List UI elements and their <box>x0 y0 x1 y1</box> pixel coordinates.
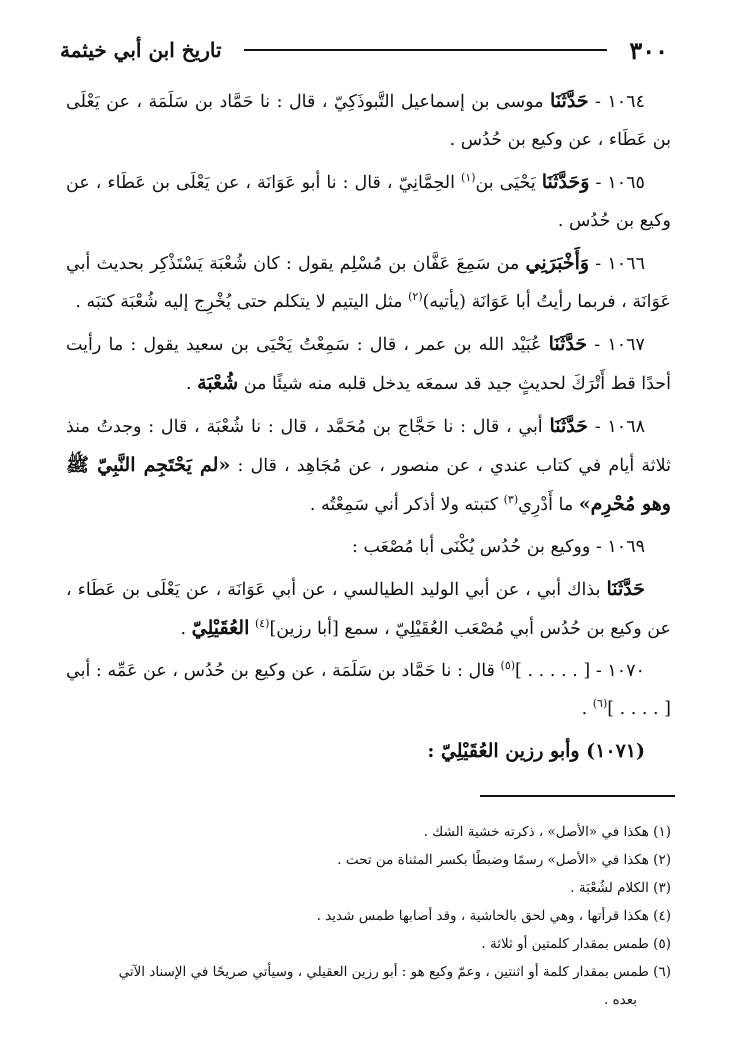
entry-text: كتبته ولا أذكر أني سَمِعْتُه . <box>309 495 499 515</box>
entry-text: أبي ، قال : نا حَجَّاج بن مُحَمَّد ، قال : نا شُعْبَة ، قال : وجدتُ منذ ثلاثة أيام في كتاب عندي ، عن منصور ، عن مُجَاهِد ، قال : <box>66 417 671 476</box>
entry-text: بذاك أبي ، عن أبي الوليد الطيالسي ، عن أبي عَوَانَة ، عن يَعْلَى بن عَطَاء ، عن وكيع بن حُدُس أبي مُصْعَب العُقَيْلِيّ ، سمع [أبا رزين] <box>66 580 671 639</box>
hadith-quote: «لم يَحْتَجِم النَّبِيّ ﷺ وهو مُحْرِم» <box>66 454 671 515</box>
footnote-marker: (٤) <box>254 617 270 631</box>
footnote-6-continued: بعده . <box>603 992 637 1008</box>
entry-text: يَحْيَى بن <box>475 173 536 193</box>
footnote-4: (٤) هكذا قرأتها ، وهي لحق بالحاشية ، وقد أصابها طمس شديد . <box>316 908 671 924</box>
entry-number: ١٠٦٧ - <box>594 335 645 355</box>
footnote-marker: (٢) <box>408 290 423 304</box>
entry-text: موسى بن إسماعيل التَّبوذَكِيّ ، قال : نا حَمَّاد بن سَلَمَة ، عن يَعْلَى بن عَطَاء ، عن وكيع بن حُدُس . <box>66 92 671 150</box>
entry-text: قال : نا حَمَّاد بن سَلَمَة ، عن وكيع بن حُدُس ، عن عَمِّه : أبي [ . . . . ] <box>66 661 671 719</box>
footnote-marker: (٥) <box>500 659 516 673</box>
entry-1066 <box>66 244 671 321</box>
page-header <box>60 30 668 70</box>
entry-text: . <box>185 374 192 394</box>
entry-1067 <box>66 325 671 403</box>
entry-1071-heading <box>66 732 671 770</box>
running-title: تاريخ ابن أبي خيثمة <box>60 38 222 62</box>
footnote-marker: (٣) <box>503 493 519 507</box>
keyword-haddathana: حَدَّثَنَا <box>548 333 588 355</box>
entry-text: ووكيع بن حُدُس يُكْنَى أبا مُصْعَب : <box>352 537 591 557</box>
entry-text: عُبَيْد الله بن عمر ، قال : سَمِعْتُ يَحْيَى بن سعيد يقول : ما رأيت أحدًا قط أَتْرَكَ لحديثٍ جيد قد سمعَه يدخل قلبه منه شيئًا من <box>66 335 671 394</box>
page-number: ٣٠٠ <box>629 35 668 65</box>
section-heading: (١٠٧١) وأبو رزين العُقَيْلِيّ : <box>427 740 645 762</box>
footnote-marker: (١) <box>460 171 476 185</box>
keyword-wahaddathana: وَحَدَّثَنَا <box>541 171 590 193</box>
footnote-6: (٦) طمس بمقدار كلمة أو اثنتين ، وعمّ وكيع هو : أبو رزين العقيلي ، وسيأتي صريحًا في الإسناد الآتي <box>118 964 671 980</box>
entry-text: ما أَدْرِي <box>518 495 574 515</box>
entry-text: . <box>180 619 187 639</box>
header-rule <box>244 49 608 51</box>
entry-1070 <box>66 652 671 728</box>
entry-number: ١٠٦٦ - <box>595 254 645 274</box>
entry-number: ١٠٦٤ - <box>595 92 645 112</box>
keyword-wa-akhbarani: وَأَخْبَرَنِي <box>525 252 590 274</box>
keyword-haddathana: حَدَّثَنَا <box>549 415 588 437</box>
entry-number: ١٠٦٥ - <box>595 173 645 193</box>
keyword-haddathana: حَدَّثَنَا <box>550 90 589 112</box>
footnote-5: (٥) طمس بمقدار كلمتين أو ثلاثة . <box>481 936 671 952</box>
entry-text: مثل اليتيم لا يتكلم حتى يُخْرِج إليه شُعْبَة كتبَه . <box>75 292 403 312</box>
entry-1068 <box>66 407 671 524</box>
footnotes <box>66 818 671 1014</box>
footnote-1: (١) هكذا في «الأصل» ، ذكرته خشية الشك . <box>423 824 671 840</box>
entry-1069-isnad <box>66 570 671 648</box>
main-text <box>66 82 671 774</box>
lacuna: [ . . . . . ] <box>515 661 591 681</box>
emphasized-name: شُعْبَة <box>197 372 239 394</box>
entry-1069 <box>66 528 671 566</box>
entry-text: . <box>581 699 588 719</box>
keyword-haddathana: حَدَّثَنَا <box>606 578 645 600</box>
entry-1065 <box>66 163 671 240</box>
entry-number: ١٠٦٩ - <box>595 537 645 557</box>
footnote-3: (٣) الكلام لشُعْبَة . <box>570 880 671 896</box>
entry-text: من سَمِعَ عَفَّان بن مُسْلِم يقول : كان شُعْبَة يَسْتَذْكِر بحديث أبي عَوَانَة ، فربما رأيتُ أبا عَوَانَة (يأتيه) <box>66 254 671 312</box>
footnote-separator <box>480 795 675 797</box>
footnote-2: (٢) هكذا في «الأصل» رسمًا وضبطًا بكسر المثناة من تحت . <box>337 852 671 868</box>
entry-text: الحِمَّانِيّ ، قال : نا أبو عَوَانَة ، عن يَعْلَى بن عَطَاء ، عن وكيع بن حُدُس . <box>66 173 671 231</box>
entry-number: ١٠٦٨ - <box>594 417 645 437</box>
entry-number: ١٠٧٠ - <box>595 661 645 681</box>
footnote-marker: (٦) <box>592 697 608 711</box>
emphasized-name: العُقَيْلِيّ <box>191 617 250 639</box>
entry-1064 <box>66 82 671 159</box>
